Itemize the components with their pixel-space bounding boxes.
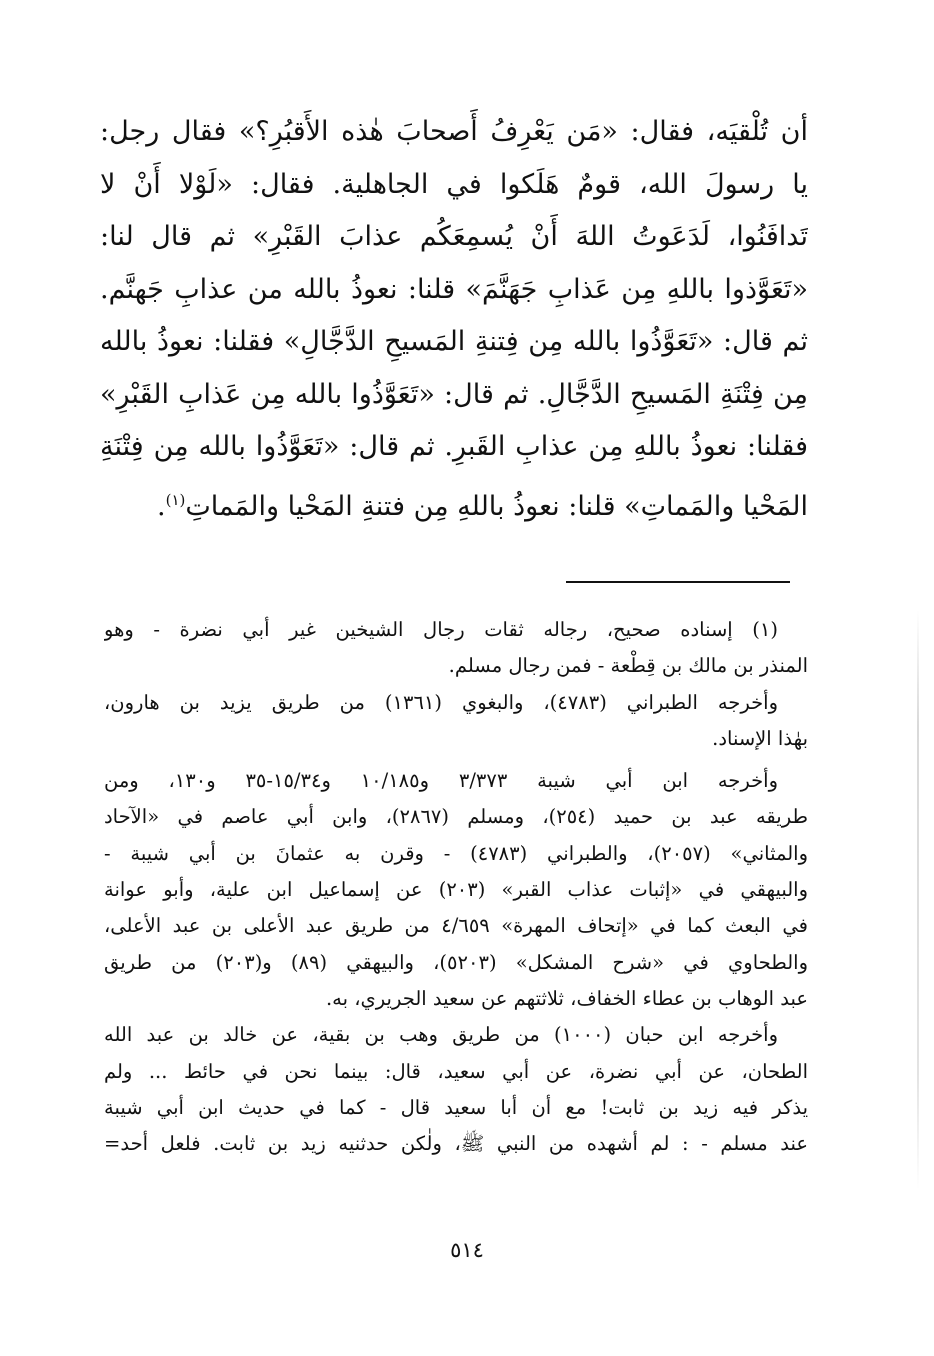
footnote-line: عبد الوهاب بن عطاء الخفاف، ثلاثتهم عن سعيد الجريري، به. bbox=[325, 986, 808, 1010]
main-text-line: يا رسولَ الله، قومٌ هَلَكوا في الجاهلية. فقال: «لَوْلا أَنْ لا bbox=[100, 168, 808, 200]
main-text-line: مِن فِتْنَةِ المَسيحِ الدَّجَّالِ. ثم قال: «تَعَوَّذُوا بالله مِن عَذابِ القَبْرِ» bbox=[100, 378, 808, 410]
main-text-line: فقلنا: نعوذُ باللهِ مِن عذابِ القَبرِ. ثم قال: «تَعَوَّذُوا بالله مِن فِتْنَةِ bbox=[100, 431, 808, 462]
scan-edge-shadow bbox=[917, 610, 919, 1190]
main-text-line: ثم قال: «تَعَوَّذُوا بالله مِن فِتنةِ المَسيحِ الدَّجَّالِ» فقلنا: نعوذُ بالله bbox=[100, 326, 808, 357]
footnote-separator bbox=[566, 581, 790, 583]
footnote-paragraph bbox=[104, 1017, 808, 1162]
footnote-line: وأخرجه ابن أبي شيبة ٣/٣٧٣ و١٠/١٨٥ و١٥/٣٤-٣٥ و١٣٠، ومن bbox=[104, 769, 778, 793]
footnote-line: وأخرجه الطبراني (٤٧٨٣)، والبغوي (١٣٦١) من طريق يزيد بن هارون، bbox=[104, 690, 778, 714]
footnote-line: والمثاني» (٢٠٥٧)، والطبراني (٤٧٨٣) - وقرن به عثمانَ بن أبي شيبة - bbox=[104, 841, 808, 865]
main-text-line: أن تُلْقيَه، فقال: «مَن يَعْرِفُ أَصحابَ هٰذه الأَقبُرِ؟» فقال رجل: bbox=[100, 116, 808, 147]
footnote-line: والطحاوي في «شرح المشكل» (٥٢٠٣)، والبيهقي (٨٩) و(٢٠٣) من طريق bbox=[104, 950, 808, 974]
main-text-line: «تَعَوَّذوا باللهِ مِن عَذابِ جَهَنَّمَ» قلنا: نعوذُ بالله من عذابِ جَهنَّم. bbox=[100, 273, 808, 305]
main-text-last-line bbox=[100, 474, 808, 527]
footnote-line: عند مسلم - : لم أشهده من النبي ﷺ، ولٰكن حدثنيه زيد بن ثابت. فلعل أحد= bbox=[104, 1132, 808, 1156]
footnote-line: الطحان، عن أبي نضرة، عن أبي سعيد، قال: بينما نحن في حائط ... ولم bbox=[104, 1059, 808, 1083]
footnote-paragraph bbox=[104, 612, 808, 685]
footnote-line: بهٰذا الإسناد. bbox=[712, 726, 808, 750]
footnote-line: المنذر بن مالك بن قِطْعة - فمن رجال مسلم. bbox=[448, 654, 808, 678]
main-text-line: تَدافَنُوا، لَدَعَوتُ اللهَ أَنْ يُسمِعَكُم عذابَ القَبْرِ» ثم قال لنا: bbox=[100, 221, 808, 252]
footnote-line: طريقه عبد بن حميد (٢٥٤)، ومسلم (٢٨٦٧)، وابن أبي عاصم في «الآحاد bbox=[104, 805, 808, 829]
footnote-line: (١) إسناده صحيح، رجاله ثقات رجال الشيخين غير أبي نضرة - وهو bbox=[104, 618, 778, 641]
footnote-reference: (١) bbox=[165, 490, 186, 509]
footnote-line: يذكر فيه زيد بن ثابت! مع أن أبا سعيد قال - كما في حديث ابن أبي شيبة bbox=[104, 1095, 808, 1119]
footnote-line: في البعث كما في «إتحاف المهرة» ٤/٦٥٩ من طريق عبد الأعلى بن عبد الأعلى، bbox=[104, 914, 808, 938]
footnote-paragraph bbox=[104, 685, 808, 758]
end-mark: . bbox=[157, 490, 166, 522]
footnote-paragraph bbox=[104, 763, 808, 1017]
page-number: ٥١٤ bbox=[450, 1238, 484, 1262]
footnote-line: والبيهقي في «إثبات عذاب القبر» (٢٠٣) عن إسماعيل ابن علية، وأبو عوانة bbox=[104, 878, 808, 902]
main-text-line: المَحْيا والمَماتِ» قلنا: نعوذُ باللهِ مِن فتنةِ المَحْيا والمَماتِ bbox=[185, 490, 808, 522]
footnotes-block bbox=[104, 612, 808, 1162]
main-text-block bbox=[100, 106, 808, 526]
footnote-line: وأخرجه ابن حبان (١٠٠٠) من طريق وهب بن بقية، عن خالد بن عبد الله bbox=[104, 1023, 779, 1047]
